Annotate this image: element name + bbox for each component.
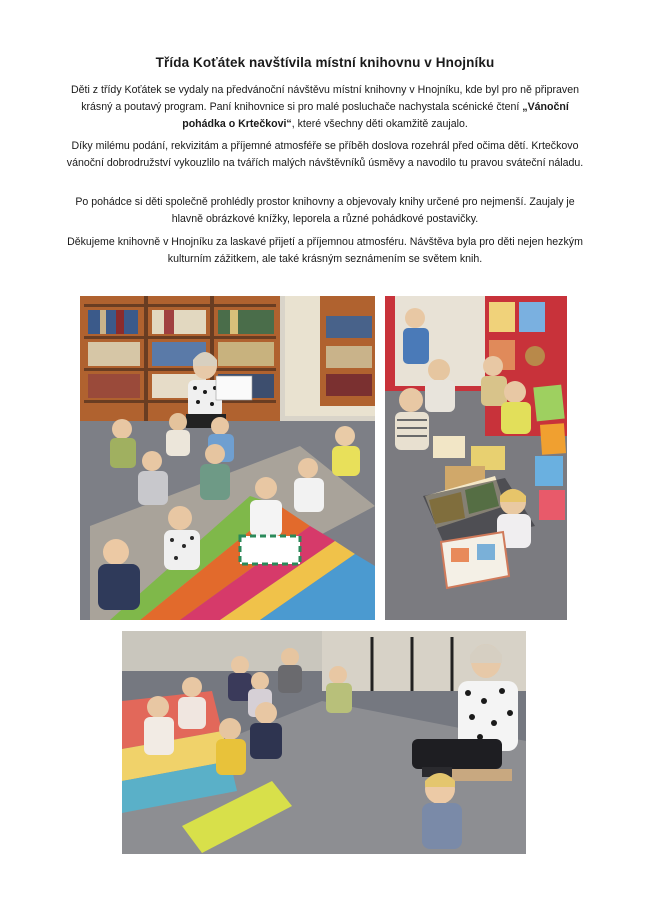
paragraph-story: Díky milému podání, rekvizitám a příjemné atmosféře se příběh doslova rozehrál před očima dětí. Krtečkovo vánoční dobrodružství vykouzlilo na tvářích malých návštěvníků úsměvy a navodilo tu pravou sváteční náladu. bbox=[66, 140, 584, 169]
article-title: Třída Koťátek navštívila místní knihovnu v Hnojníku bbox=[155, 55, 495, 70]
paragraph-books: Po pohádce si děti společně prohlédly prostor knihovny a objevovaly knihy určené pro nejmenší. Zaujaly je hlavně obrázkové knížky, leporela a různé pohádkové postavičky. bbox=[75, 196, 575, 225]
photo-picture-books bbox=[385, 296, 567, 620]
paragraph-intro-text: Děti z třídy Koťátek se vydaly na předvánoční návštěvu místní knihovny v Hnojníku, kde byl pro ně připraven krásný a poutavý program. Paní knihovnice si pro malé posluchače nachystala scénické čtení bbox=[70, 84, 580, 113]
paragraph-intro-end: , které všechny děti okamžitě zaujalo. bbox=[291, 118, 468, 130]
photo-reading-session bbox=[80, 296, 375, 620]
photo-group-listening bbox=[122, 631, 526, 854]
story-title: „Vánoční pohádka o Krtečkovi“ bbox=[182, 101, 569, 130]
paragraph-thanks: Děkujeme knihovně v Hnojníku za laskavé přijetí a příjemnou atmosféru. Návštěva byla pro děti nejen hezkým kulturním zážitkem, ale také krásným seznámením se světem knih. bbox=[67, 236, 583, 265]
paragraph-intro bbox=[60, 82, 590, 133]
